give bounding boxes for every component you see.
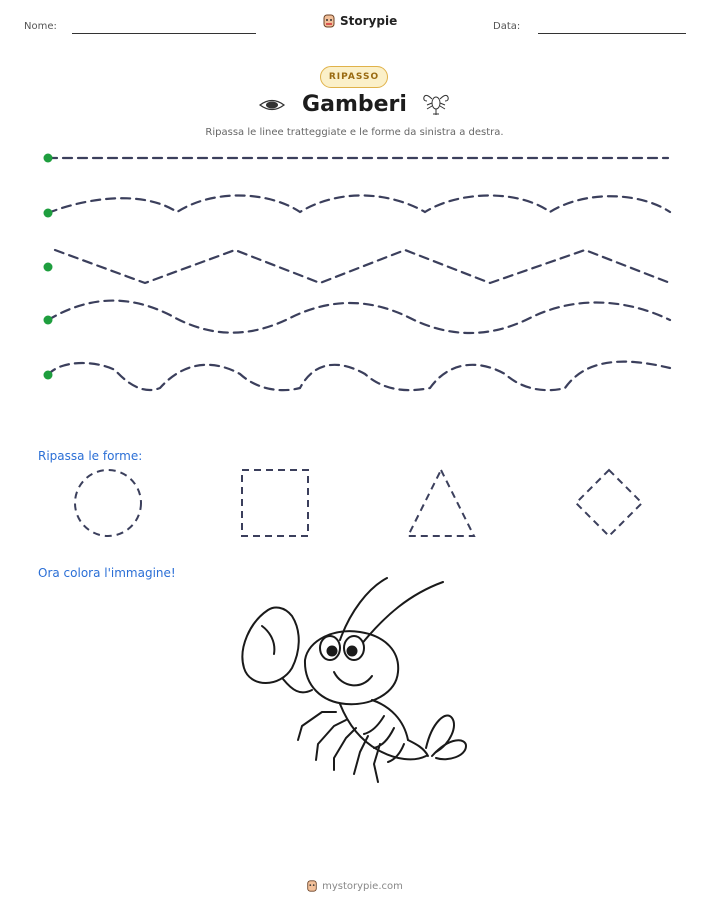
shapes-heading: Ripassa le forme: [38,449,143,463]
tracing-shapes [0,460,709,550]
tracing-line-wave[interactable] [48,301,670,333]
tracing-line-zigzag[interactable] [55,250,670,283]
color-heading: Ora colora l'immagine! [38,566,176,580]
shape-square[interactable] [242,470,308,536]
footer-url: mystorypie.com [322,880,403,892]
name-label: Nome: [24,21,57,32]
tracing-line-gentle-wave[interactable] [48,195,670,213]
review-badge: RIPASSO [320,66,388,88]
storypie-mascot-icon [306,880,318,892]
start-dot [44,371,53,380]
page-title: Gamberi [302,92,407,117]
start-dot [44,263,53,272]
tracing-line-deep-wave[interactable] [48,362,670,391]
shrimp-coloring-image[interactable] [235,575,475,790]
shape-circle[interactable] [75,470,141,536]
date-label: Data: [493,21,521,32]
start-dot [44,316,53,325]
tracing-lines [0,0,709,420]
brand-name: Storypie [340,14,398,28]
shape-triangle[interactable] [408,470,474,536]
start-dot [44,154,53,163]
start-dot [44,209,53,218]
instructions: Ripassa le linee tratteggiate e le forme da sinistra a destra. [205,127,504,138]
shape-diamond[interactable] [576,470,642,536]
footer [0,880,709,892]
